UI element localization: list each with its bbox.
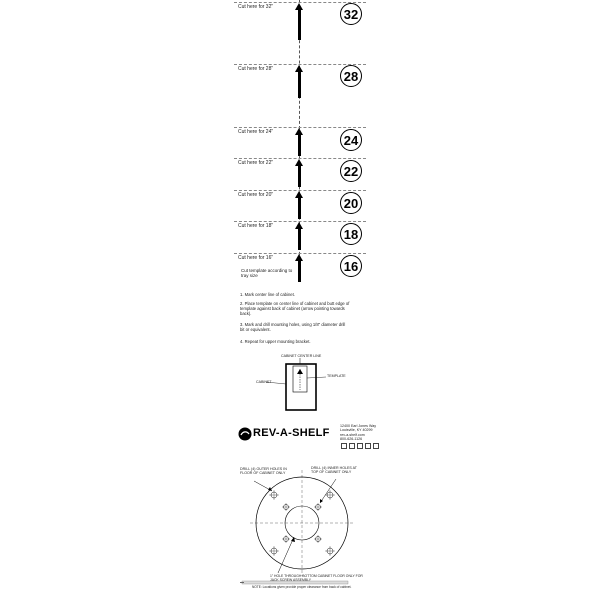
cut-label: Cut here for 20" [238,192,274,198]
size-number-circle: 28 [340,65,362,87]
arrow-up-icon [295,159,304,187]
address-line: rev-a-shelf.com [340,432,365,437]
instruction-step: 2. Place template on center line of cabinet and butt edge of template against back of cabinet (arrow pointing towards back). [240,301,350,316]
cut-label: Cut here for 28" [238,66,274,72]
instagram-icon[interactable] [357,443,363,449]
rev-a-shelf-logo-icon [238,427,252,441]
cut-label: Cut here for 18" [238,223,274,229]
cabinet-label: CABINET [256,380,272,384]
brand-name: REV-A-SHELF [253,427,330,439]
youtube-icon[interactable] [373,443,379,449]
arrow-up-icon [295,191,304,219]
cut-label: Cut here for 24" [238,129,274,135]
social-icons [341,443,379,449]
address-line: Louisville, KY 40299 [340,428,373,433]
twitter-icon[interactable] [349,443,355,449]
arrow-up-icon [295,222,304,250]
cut-label: Cut here for 16" [238,255,274,261]
arrow-up-icon [295,3,304,40]
pinterest-icon[interactable] [365,443,371,449]
clearance-note: NOTE: Locations given provide proper clearance from back of cabinet. [252,585,352,589]
cut-label: Cut here for 32" [238,4,274,10]
brand-address [340,424,376,442]
instruction-step: 3. Mark and drill mounting holes, using 1/8" diameter drill bit or equivalent. [240,322,346,332]
size-number-circle: 22 [340,160,362,182]
outer-holes-label: DRILL (4) OUTER HOLES IN FLOOR OF CABINET ONLY [240,467,287,476]
address-line: 800-626-1126 [340,437,363,442]
inner-leader [320,479,336,503]
cut-note: Cut template according to tray size [241,268,293,278]
address-line: 12400 Earl Jones Way [340,424,377,428]
template-label: TEMPLATE [327,374,346,378]
jack-screw-end [240,582,244,583]
center-hole-label: 1" HOLE THROUGH BOTTOM CABINET FLOOR ONLY FOR JACK SCREW ASSEMBLY [270,574,363,582]
arrow-up-icon [295,65,304,98]
inner-holes-label: DRILL (4) INNER HOLES AT TOP OF CABINET ONLY [311,466,357,475]
cut-label: Cut here for 22" [238,160,274,166]
size-number-circle: 16 [340,255,362,277]
instruction-step: 1. Mark center line of cabinet. [240,292,295,297]
instruction-step: 4. Repeat for upper mounting bracket. [240,339,311,344]
center-line-label: CABINET CENTER LINE [281,354,322,358]
size-number-circle: 32 [340,3,362,25]
size-number-circle: 20 [340,192,362,214]
size-number-circle: 24 [340,129,362,151]
arrow-up-icon [295,128,304,156]
arrow-up-icon [295,254,304,282]
facebook-icon[interactable] [341,443,347,449]
size-number-circle: 18 [340,223,362,245]
arrow-up-icon [297,369,303,374]
